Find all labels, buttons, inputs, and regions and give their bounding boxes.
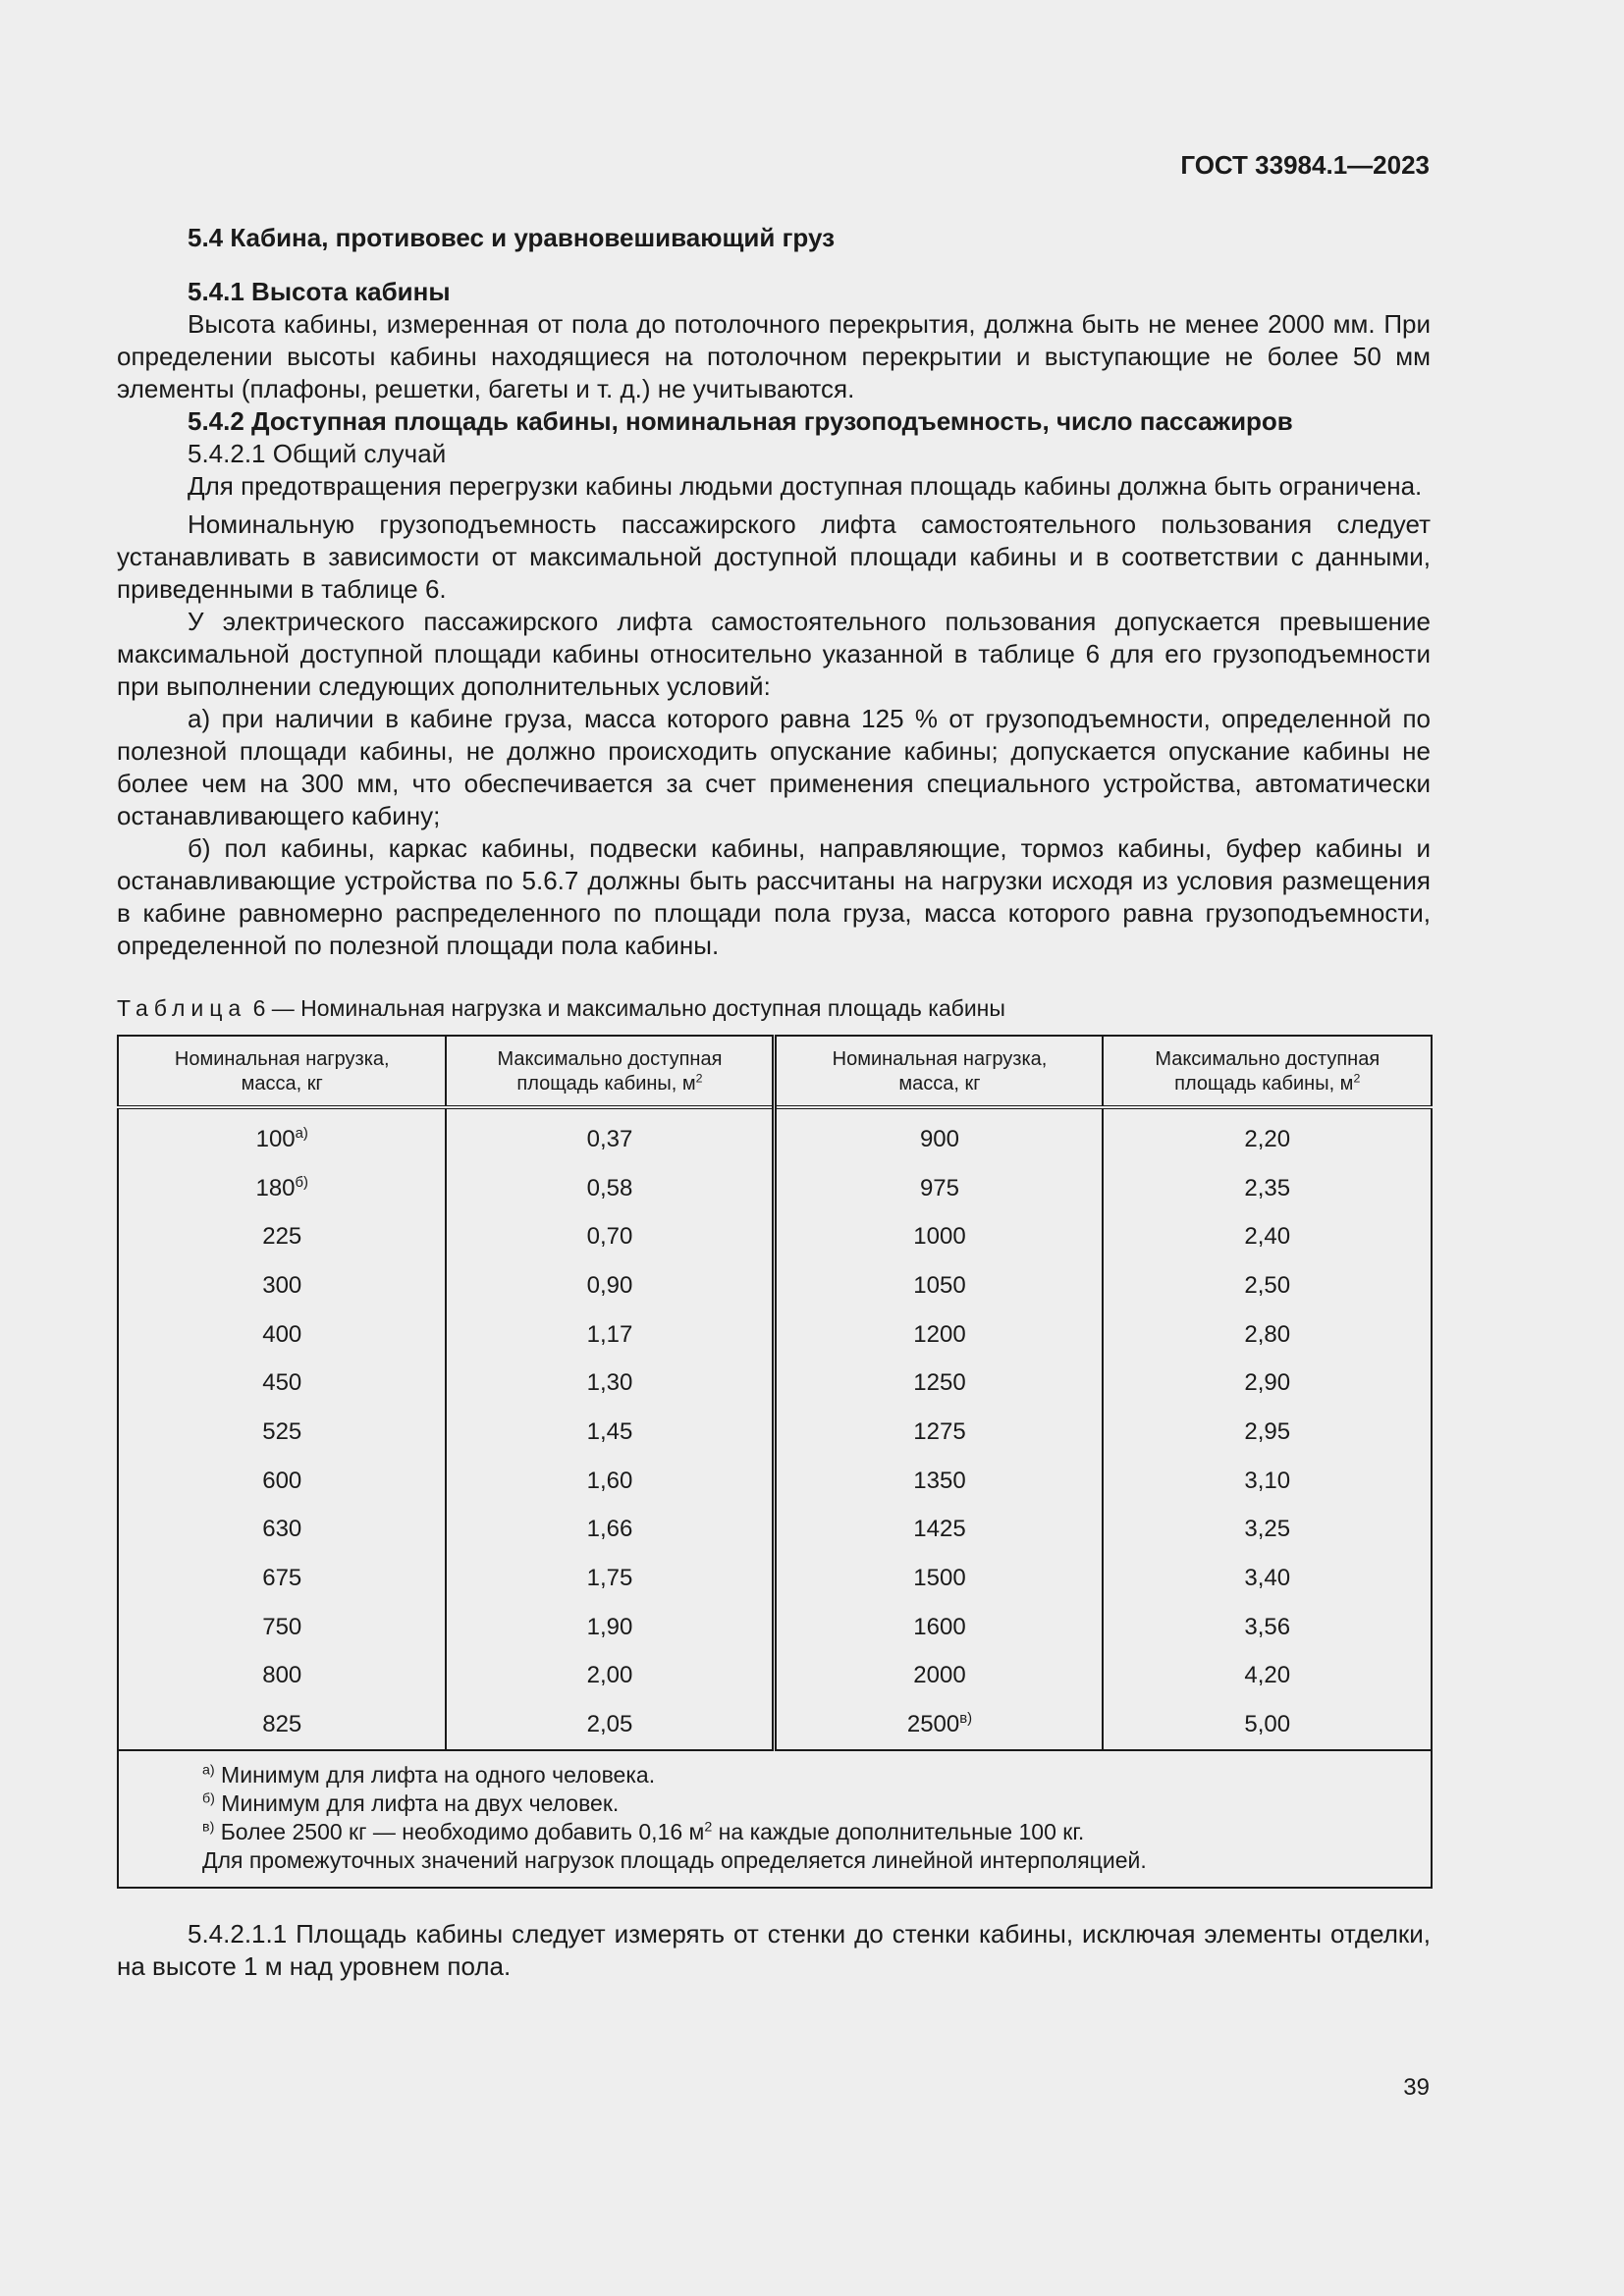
note-b: $^{б)}$ Минимум для лифта на двух человек. [202, 1789, 620, 1816]
cell-area-2: 2,95 [1244, 1417, 1291, 1445]
subsection-5-4-2-title: 5.4.2 Доступная площадь кабины, номинальная грузоподъемность, число пассажиров [188, 406, 1293, 436]
table-body [118, 1107, 1432, 1750]
cell-load-1: 630 [118, 1506, 446, 1555]
cell-area-1: 2,00 [446, 1652, 775, 1701]
cell-load-2: 1200 [775, 1310, 1104, 1360]
cell-area-2: 2,90 [1244, 1369, 1291, 1397]
page-content [117, 222, 1431, 1983]
cell-load-1: 225 [118, 1212, 446, 1261]
cell-load-1: 300 [118, 1261, 446, 1310]
cell-area-2: 2,80 [1244, 1320, 1291, 1348]
cell-area-1: 1,90 [446, 1603, 775, 1652]
table-row [118, 1310, 1432, 1360]
cell-load-1: 400 [118, 1310, 446, 1360]
list-item-a: а) при наличии в кабине груза, масса которого равна 125 % от грузоподъемности, определенной по полезной площади кабины, не должно происходить опускание кабины; допускается опускание кабины не более чем на 300 мм, что обеспечивается за счет применения специального устройства, автоматически останавливающего кабину; [117, 704, 1431, 830]
table-caption-text: 6 — Номинальная нагрузка и максимально доступная площадь кабины [252, 995, 1005, 1021]
table-row [118, 1603, 1432, 1652]
cell-load-2: 1000 [775, 1212, 1104, 1261]
cell-load-1: $180^{б)}$ [118, 1164, 446, 1213]
cell-area-2: 3,40 [1244, 1565, 1291, 1592]
paragraph-1: Для предотвращения перегрузки кабины людьми доступная площадь кабины должна быть ограничена. [188, 471, 1423, 501]
table-row [118, 1457, 1432, 1506]
table-header-row [118, 1036, 1432, 1107]
cell-load-1: 825 [118, 1700, 446, 1750]
cell-area-1: 0,70 [446, 1212, 775, 1261]
cell-load-1: $100^{а)}$ [118, 1107, 446, 1164]
cell-area-1: 1,17 [446, 1310, 775, 1360]
table-row [118, 1554, 1432, 1603]
cell-load-1: 600 [118, 1457, 446, 1506]
table-row [118, 1506, 1432, 1555]
note-c: $^{в)}$ Более 2500 кг — необходимо добавить 0,16 $м^2$ на каждые дополнительные 100 кг. [202, 1818, 1085, 1844]
table-row [118, 1164, 1432, 1213]
subsection-5-4-1-title: 5.4.1 Высота кабины [188, 277, 451, 306]
cell-load-2: $2500^{в)}$ [775, 1700, 1104, 1750]
table-row [118, 1652, 1432, 1701]
paragraph-3: У электрического пассажирского лифта самостоятельного пользования допускается превышение максимальной доступной площади кабины относительно указанной в таблице 6 для его грузоподъемности при выполнении следующих дополнительных условий: [117, 607, 1431, 701]
cell-area-1: 1,30 [446, 1359, 775, 1408]
cell-area-2: 4,20 [1244, 1662, 1291, 1689]
table-notes-row [118, 1750, 1432, 1888]
cell-load-2: 2000 [775, 1652, 1104, 1701]
cell-area-1: 0,90 [446, 1261, 775, 1310]
note-a: $^{а)}$ Минимум для лифта на одного человека. [202, 1761, 656, 1788]
cell-load-1: 525 [118, 1408, 446, 1457]
table-caption [117, 993, 1431, 1023]
cell-load-2: 1500 [775, 1554, 1104, 1603]
cell-load-1: 750 [118, 1603, 446, 1652]
table-row [118, 1408, 1432, 1457]
cell-area-1: 1,60 [446, 1457, 775, 1506]
table-row [118, 1261, 1432, 1310]
table-row [118, 1107, 1432, 1164]
cell-area-2: 5,00 [1103, 1700, 1432, 1750]
cell-area-1: 1,66 [446, 1506, 775, 1555]
table-row [118, 1359, 1432, 1408]
header-load-1: Номинальная нагрузка, масса, кг [118, 1036, 446, 1107]
load-area-table [117, 1035, 1433, 1889]
cell-area-1: 1,45 [446, 1408, 775, 1457]
cell-area-2: 3,56 [1244, 1613, 1291, 1640]
cell-area-2: 2,40 [1244, 1223, 1291, 1251]
cell-load-1: 800 [118, 1652, 446, 1701]
cell-area-1: 1,75 [446, 1554, 775, 1603]
footnote-mark: в) [959, 1711, 973, 1728]
paragraph-5-4-2-1-1: 5.4.2.1.1 Площадь кабины следует измерять от стенки до стенки кабины, исключая элементы отделки, на высоте 1 м над уровнем пола. [117, 1918, 1431, 1981]
cell-area-2: 2,35 [1244, 1174, 1291, 1201]
cell-area-1: 0,58 [446, 1164, 775, 1213]
cell-load-1: 450 [118, 1359, 446, 1408]
cell-load-2: 1600 [775, 1603, 1104, 1652]
cell-load-2: 900 [775, 1107, 1104, 1164]
cell-load-2: 1250 [775, 1359, 1104, 1408]
cell-load-2: 1425 [775, 1506, 1104, 1555]
section-title: 5.4 Кабина, противовес и уравновешивающий груз [188, 223, 836, 252]
table-row [118, 1212, 1432, 1261]
cell-load-2: 1050 [775, 1261, 1104, 1310]
cell-area-2: 3,25 [1244, 1516, 1291, 1543]
cell-load-2: 1275 [775, 1408, 1104, 1457]
cell-area-2: 3,10 [1244, 1467, 1291, 1494]
subsection-5-4-1-text: Высота кабины, измеренная от пола до потолочного перекрытия, должна быть не менее 2000 мм. При определении высоты кабины находящиеся на потолочном перекрытии и выступающие не более 50 мм элементы (плафоны, решетки, багеты и т. д.) не учитываются. [117, 309, 1431, 403]
cell-area-2: 2,20 [1244, 1125, 1291, 1152]
table-row [118, 1700, 1432, 1750]
subsection-5-4-2-1-title: 5.4.2.1 Общий случай [188, 439, 447, 468]
header-area-1: Максимально доступная площадь кабины, $м^2$ [446, 1036, 775, 1107]
footnote-mark: а) [295, 1125, 308, 1142]
note-general: Для промежуточных значений нагрузок площадь определяется линейной интерполяцией. [202, 1846, 1147, 1873]
header-load-2: Номинальная нагрузка, масса, кг [775, 1036, 1104, 1107]
cell-load-2: 975 [775, 1164, 1104, 1213]
list-item-b: б) пол кабины, каркас кабины, подвески кабины, направляющие, тормоз кабины, буфер кабины и останавливающие устройства по 5.6.7 должны быть рассчитаны на нагрузки исходя из условия размещения в кабине равномерно распределенного по площади пола груза, масса которого равна грузоподъемности, определенной по полезной площади пола кабины. [117, 833, 1431, 960]
footnote-mark: б) [295, 1174, 308, 1191]
cell-load-2: 1350 [775, 1457, 1104, 1506]
table-notes [118, 1750, 1432, 1888]
table-caption-label: Таблица [117, 995, 247, 1021]
cell-area-1: 0,37 [446, 1107, 775, 1164]
page-number: 39 [1403, 2074, 1430, 2101]
paragraph-2: Номинальную грузоподъемность пассажирского лифта самостоятельного пользования следует устанавливать в зависимости от максимальной доступной площади кабины и в соответствии с данными, приведенными в таблице 6. [117, 509, 1431, 604]
standard-number: ГОСТ 33984.1—2023 [1180, 150, 1430, 180]
cell-load-1: 675 [118, 1554, 446, 1603]
cell-area-1: 2,05 [446, 1700, 775, 1750]
header-area-2: Максимально доступная площадь кабины, $м^2$ [1103, 1036, 1432, 1107]
cell-area-2: 2,50 [1244, 1271, 1291, 1299]
